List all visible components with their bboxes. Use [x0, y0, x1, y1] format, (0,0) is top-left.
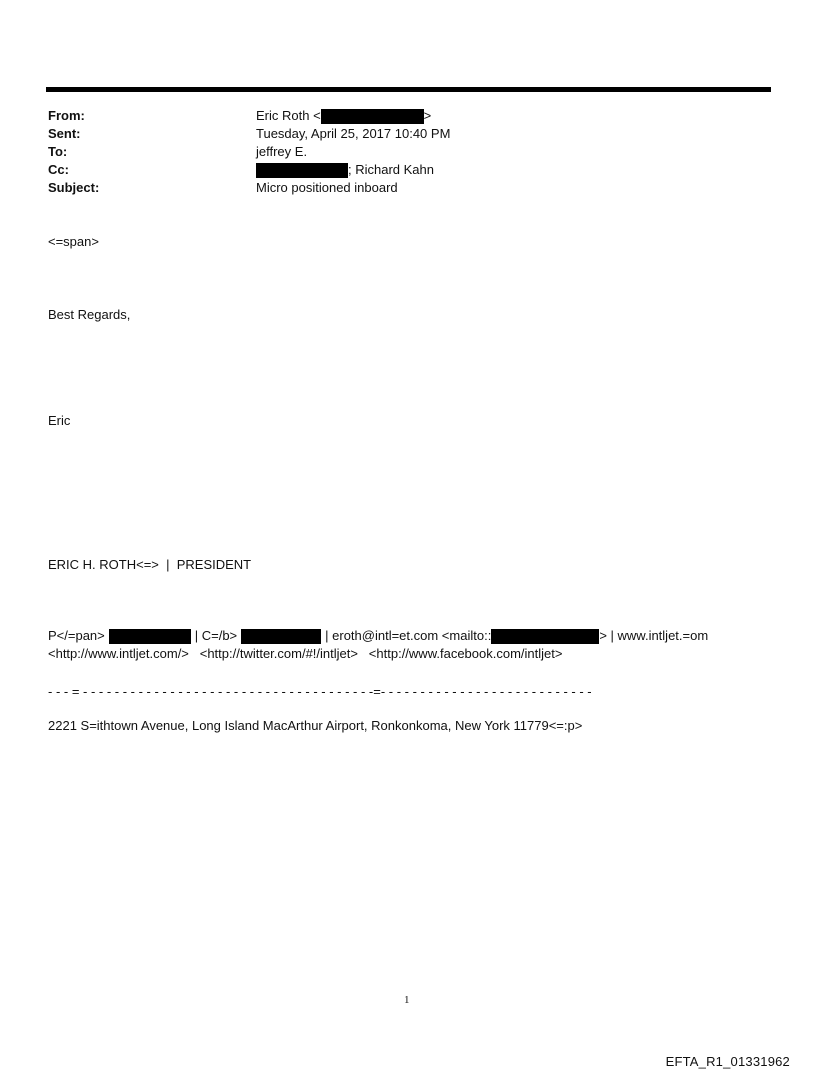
sent-value: Tuesday, April 25, 2017 10:40 PM: [256, 126, 451, 141]
contact-line: [48, 627, 708, 645]
cc-value: [256, 161, 434, 179]
sent-row: [48, 125, 768, 143]
redaction-box: [241, 629, 321, 644]
signature-title: ERIC H. ROTH<=> | PRESIDENT: [48, 557, 252, 572]
header-rule: [46, 87, 771, 92]
from-close: >: [423, 108, 432, 123]
to-value: jeffrey E.: [256, 144, 308, 159]
email-header: [48, 107, 768, 197]
redaction-box: [109, 629, 191, 644]
span-line: <=span>: [48, 234, 99, 249]
from-row: [48, 107, 768, 125]
dash-separator: - - - = - - - - - - - - - - - - - - - - - - - - - - - - - - - - - - - - - - - - -=- - - - - - - - - - - - - - - - - - - - - - - - - - -: [48, 684, 592, 699]
signoff-line: Eric: [48, 413, 71, 428]
cc-text: ; Richard Kahn: [348, 162, 434, 177]
to-label: To:: [48, 144, 68, 159]
contact-email: | eroth@intl=et.com <mailto::: [325, 628, 492, 643]
page-number: 1: [404, 994, 410, 1006]
subject-value: Micro positioned inboard: [256, 180, 398, 195]
from-name: Eric Roth <: [256, 108, 321, 123]
subject-label: Subject:: [48, 180, 100, 195]
subject-row: [48, 179, 768, 197]
bates-number: EFTA_R1_01331962: [665, 1054, 790, 1069]
redaction-box: [491, 629, 599, 644]
redaction-box: [321, 109, 424, 124]
redaction-box: [256, 163, 348, 178]
sent-label: Sent:: [48, 126, 81, 141]
regards-line: Best Regards,: [48, 307, 131, 322]
from-value: [256, 107, 431, 125]
contact-cell-label: | C=/b>: [194, 628, 238, 643]
to-row: [48, 143, 768, 161]
from-label: From:: [48, 108, 85, 123]
contact-website: > | www.intljet.=om: [599, 628, 709, 643]
cc-label: Cc:: [48, 162, 69, 177]
contact-phone-label: P</=pan>: [48, 628, 105, 643]
cc-row: [48, 161, 768, 179]
address-line: 2221 S=ithtown Avenue, Long Island MacArthur Airport, Ronkonkoma, New York 11779<=:p>: [48, 718, 583, 733]
links-line: <http://www.intljet.com/> <http://twitter.com/#!/intljet> <http://www.facebook.com/intljet>: [48, 646, 563, 661]
